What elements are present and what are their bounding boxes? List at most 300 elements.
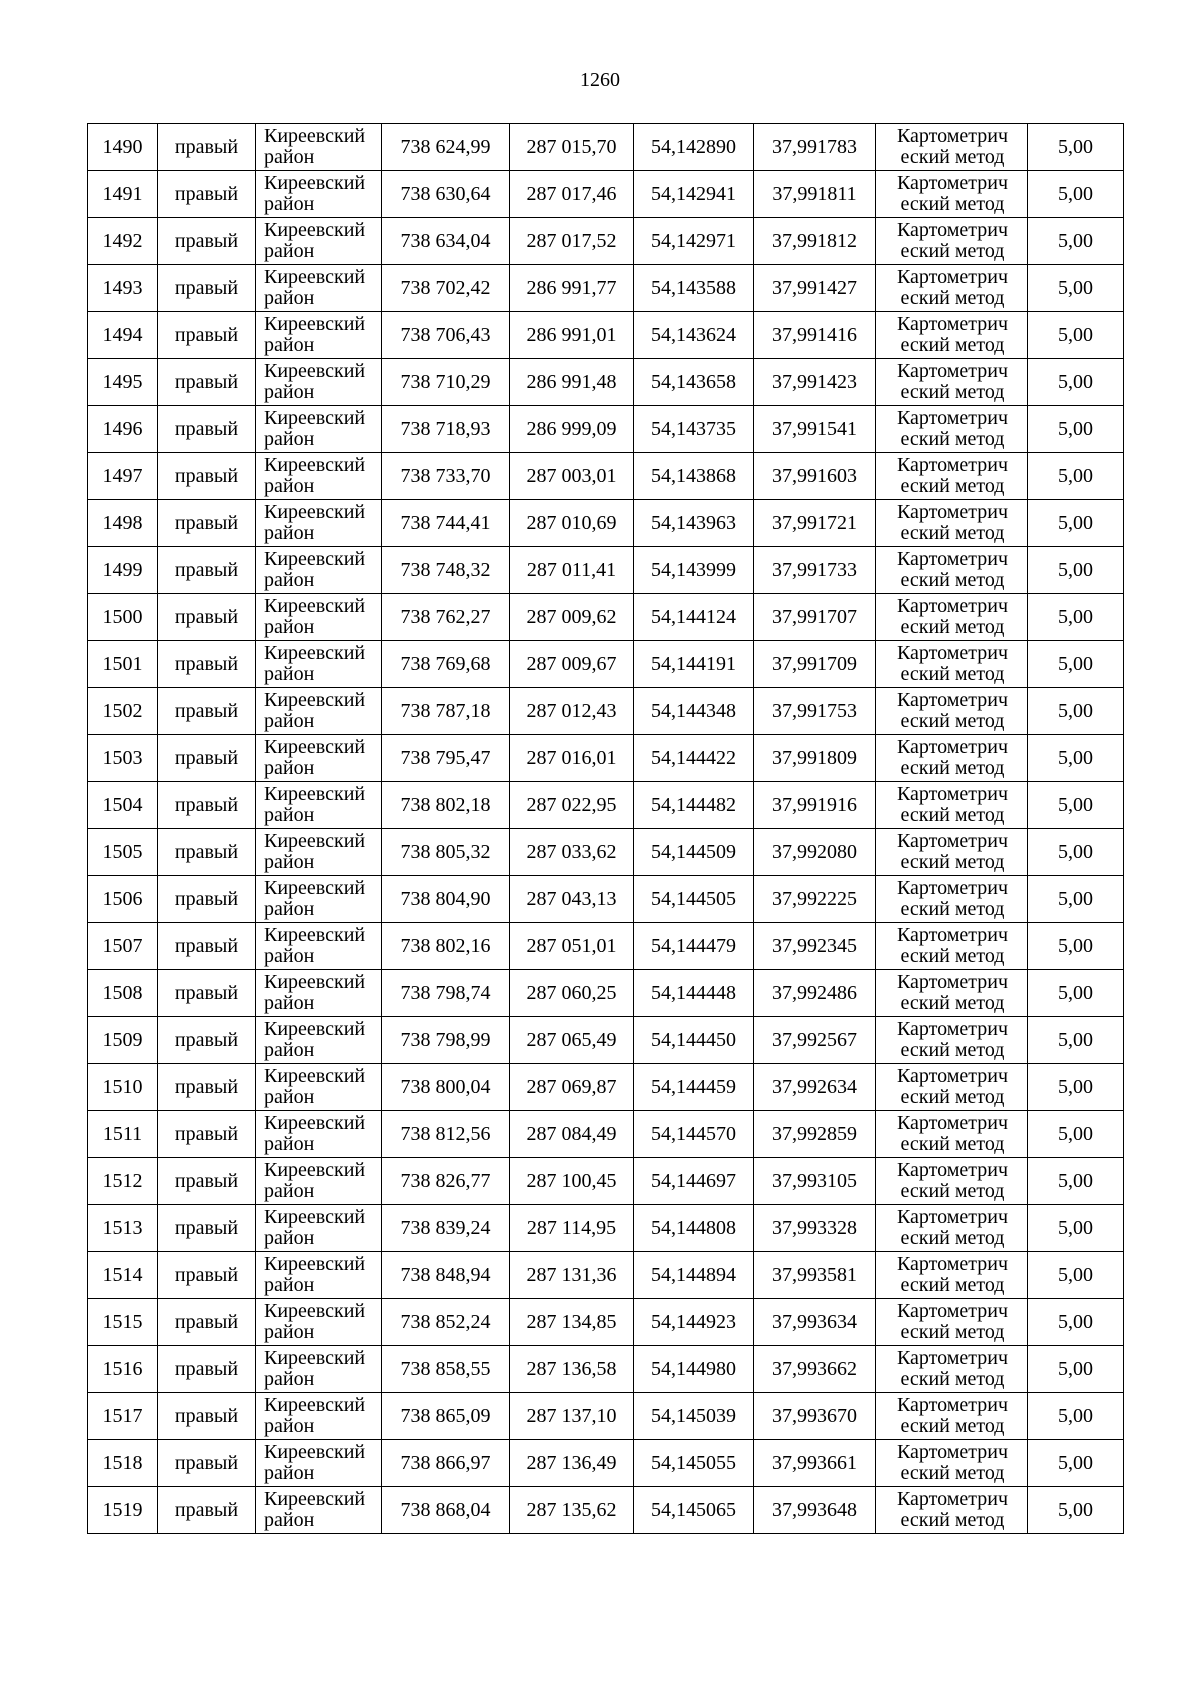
latitude-cell: 54,144570 xyxy=(634,1111,754,1158)
method-line-2: еский метод xyxy=(900,1274,1005,1296)
bank-side-cell: правый xyxy=(158,829,256,876)
y-coordinate-cell: 287 135,62 xyxy=(510,1487,634,1534)
district-line-1: Киреевский xyxy=(264,1347,366,1369)
accuracy-cell: 5,00 xyxy=(1028,829,1124,876)
y-coordinate-cell: 287 010,69 xyxy=(510,500,634,547)
district-line-1: Киреевский xyxy=(264,454,366,476)
district-cell xyxy=(256,594,382,641)
bank-side-cell: правый xyxy=(158,500,256,547)
latitude-cell: 54,145055 xyxy=(634,1440,754,1487)
longitude-cell: 37,991707 xyxy=(754,594,876,641)
district-cell xyxy=(256,359,382,406)
table-row xyxy=(88,500,1124,547)
page-number: 1260 xyxy=(580,69,620,91)
y-coordinate-cell: 286 991,77 xyxy=(510,265,634,312)
district-cell xyxy=(256,547,382,594)
y-coordinate-cell: 287 011,41 xyxy=(510,547,634,594)
x-coordinate-cell: 738 826,77 xyxy=(382,1158,510,1205)
accuracy-cell: 5,00 xyxy=(1028,500,1124,547)
district-line-2: район xyxy=(264,1321,315,1343)
y-coordinate-cell: 287 017,52 xyxy=(510,218,634,265)
longitude-cell: 37,991753 xyxy=(754,688,876,735)
x-coordinate-cell: 738 852,24 xyxy=(382,1299,510,1346)
accuracy-cell: 5,00 xyxy=(1028,453,1124,500)
y-coordinate-cell: 287 022,95 xyxy=(510,782,634,829)
latitude-cell: 54,144505 xyxy=(634,876,754,923)
longitude-cell: 37,992080 xyxy=(754,829,876,876)
longitude-cell: 37,993634 xyxy=(754,1299,876,1346)
bank-side-cell: правый xyxy=(158,970,256,1017)
method-line-1: Картометрич xyxy=(896,219,1009,241)
table-row xyxy=(88,1299,1124,1346)
method-cell xyxy=(876,1393,1028,1440)
latitude-cell: 54,142890 xyxy=(634,124,754,171)
district-line-1: Киреевский xyxy=(264,172,366,194)
district-cell xyxy=(256,970,382,1017)
method-cell xyxy=(876,970,1028,1017)
longitude-cell: 37,991423 xyxy=(754,359,876,406)
x-coordinate-cell: 738 804,90 xyxy=(382,876,510,923)
bank-side-cell: правый xyxy=(158,1158,256,1205)
x-coordinate-cell: 738 744,41 xyxy=(382,500,510,547)
latitude-cell: 54,144450 xyxy=(634,1017,754,1064)
latitude-cell: 54,145039 xyxy=(634,1393,754,1440)
longitude-cell: 37,993670 xyxy=(754,1393,876,1440)
x-coordinate-cell: 738 805,32 xyxy=(382,829,510,876)
accuracy-cell: 5,00 xyxy=(1028,923,1124,970)
y-coordinate-cell: 287 016,01 xyxy=(510,735,634,782)
latitude-cell: 54,144459 xyxy=(634,1064,754,1111)
table-row xyxy=(88,923,1124,970)
district-line-1: Киреевский xyxy=(264,313,366,335)
table-row xyxy=(88,265,1124,312)
accuracy-cell: 5,00 xyxy=(1028,218,1124,265)
table-row xyxy=(88,1064,1124,1111)
longitude-cell: 37,991416 xyxy=(754,312,876,359)
accuracy-cell: 5,00 xyxy=(1028,1252,1124,1299)
method-cell xyxy=(876,688,1028,735)
point-number-cell: 1504 xyxy=(88,782,158,829)
latitude-cell: 54,143999 xyxy=(634,547,754,594)
longitude-cell: 37,993105 xyxy=(754,1158,876,1205)
district-line-1: Киреевский xyxy=(264,783,366,805)
district-cell xyxy=(256,171,382,218)
point-number-cell: 1493 xyxy=(88,265,158,312)
district-line-1: Киреевский xyxy=(264,1488,366,1510)
method-line-1: Картометрич xyxy=(896,642,1009,664)
method-line-1: Картометрич xyxy=(896,1441,1009,1463)
x-coordinate-cell: 738 868,04 xyxy=(382,1487,510,1534)
district-line-1: Киреевский xyxy=(264,924,366,946)
method-line-2: еский метод xyxy=(900,569,1005,591)
district-cell xyxy=(256,265,382,312)
y-coordinate-cell: 287 100,45 xyxy=(510,1158,634,1205)
method-line-1: Картометрич xyxy=(896,407,1009,429)
bank-side-cell: правый xyxy=(158,1440,256,1487)
method-line-1: Картометрич xyxy=(896,877,1009,899)
district-line-2: район xyxy=(264,334,315,356)
district-cell xyxy=(256,1487,382,1534)
accuracy-cell: 5,00 xyxy=(1028,782,1124,829)
x-coordinate-cell: 738 798,99 xyxy=(382,1017,510,1064)
latitude-cell: 54,144509 xyxy=(634,829,754,876)
x-coordinate-cell: 738 858,55 xyxy=(382,1346,510,1393)
method-line-2: еский метод xyxy=(900,522,1005,544)
table-row xyxy=(88,218,1124,265)
table-row xyxy=(88,1017,1124,1064)
latitude-cell: 54,144808 xyxy=(634,1205,754,1252)
point-number-cell: 1498 xyxy=(88,500,158,547)
district-line-1: Киреевский xyxy=(264,407,366,429)
point-number-cell: 1517 xyxy=(88,1393,158,1440)
table-row xyxy=(88,735,1124,782)
method-line-2: еский метод xyxy=(900,287,1005,309)
point-number-cell: 1499 xyxy=(88,547,158,594)
district-cell xyxy=(256,1440,382,1487)
table-row xyxy=(88,876,1124,923)
method-line-2: еский метод xyxy=(900,1509,1005,1531)
method-cell xyxy=(876,1017,1028,1064)
district-cell xyxy=(256,735,382,782)
method-line-1: Картометрич xyxy=(896,1253,1009,1275)
point-number-cell: 1519 xyxy=(88,1487,158,1534)
method-line-1: Картометрич xyxy=(896,172,1009,194)
method-cell xyxy=(876,1487,1028,1534)
longitude-cell: 37,991427 xyxy=(754,265,876,312)
accuracy-cell: 5,00 xyxy=(1028,359,1124,406)
method-line-1: Картометрич xyxy=(896,313,1009,335)
district-line-2: район xyxy=(264,1368,315,1390)
latitude-cell: 54,145065 xyxy=(634,1487,754,1534)
y-coordinate-cell: 287 134,85 xyxy=(510,1299,634,1346)
method-line-1: Картометрич xyxy=(896,1112,1009,1134)
table-row xyxy=(88,453,1124,500)
x-coordinate-cell: 738 812,56 xyxy=(382,1111,510,1158)
latitude-cell: 54,144124 xyxy=(634,594,754,641)
accuracy-cell: 5,00 xyxy=(1028,312,1124,359)
longitude-cell: 37,992634 xyxy=(754,1064,876,1111)
point-number-cell: 1515 xyxy=(88,1299,158,1346)
district-cell xyxy=(256,124,382,171)
district-cell xyxy=(256,1299,382,1346)
accuracy-cell: 5,00 xyxy=(1028,1158,1124,1205)
method-line-1: Картометрич xyxy=(896,1065,1009,1087)
method-line-1: Картометрич xyxy=(896,454,1009,476)
bank-side-cell: правый xyxy=(158,641,256,688)
table-row xyxy=(88,1205,1124,1252)
district-cell xyxy=(256,1205,382,1252)
district-line-1: Киреевский xyxy=(264,1206,366,1228)
district-line-1: Киреевский xyxy=(264,1018,366,1040)
bank-side-cell: правый xyxy=(158,1252,256,1299)
point-number-cell: 1507 xyxy=(88,923,158,970)
method-cell xyxy=(876,359,1028,406)
method-line-1: Картометрич xyxy=(896,501,1009,523)
method-line-2: еский метод xyxy=(900,710,1005,732)
y-coordinate-cell: 287 114,95 xyxy=(510,1205,634,1252)
x-coordinate-cell: 738 710,29 xyxy=(382,359,510,406)
method-cell xyxy=(876,547,1028,594)
point-number-cell: 1492 xyxy=(88,218,158,265)
accuracy-cell: 5,00 xyxy=(1028,124,1124,171)
method-line-2: еский метод xyxy=(900,1321,1005,1343)
y-coordinate-cell: 287 136,49 xyxy=(510,1440,634,1487)
method-line-1: Картометрич xyxy=(896,971,1009,993)
district-line-1: Киреевский xyxy=(264,548,366,570)
method-line-2: еский метод xyxy=(900,1415,1005,1437)
longitude-cell: 37,992345 xyxy=(754,923,876,970)
bank-side-cell: правый xyxy=(158,876,256,923)
x-coordinate-cell: 738 634,04 xyxy=(382,218,510,265)
method-line-2: еский метод xyxy=(900,240,1005,262)
accuracy-cell: 5,00 xyxy=(1028,688,1124,735)
x-coordinate-cell: 738 762,27 xyxy=(382,594,510,641)
latitude-cell: 54,144191 xyxy=(634,641,754,688)
x-coordinate-cell: 738 800,04 xyxy=(382,1064,510,1111)
district-line-1: Киреевский xyxy=(264,736,366,758)
x-coordinate-cell: 738 733,70 xyxy=(382,453,510,500)
method-line-2: еский метод xyxy=(900,1180,1005,1202)
bank-side-cell: правый xyxy=(158,782,256,829)
district-cell xyxy=(256,829,382,876)
method-cell xyxy=(876,218,1028,265)
district-line-2: район xyxy=(264,804,315,826)
latitude-cell: 54,144422 xyxy=(634,735,754,782)
district-line-2: район xyxy=(264,1509,315,1531)
district-line-1: Киреевский xyxy=(264,1112,366,1134)
point-number-cell: 1494 xyxy=(88,312,158,359)
district-line-1: Киреевский xyxy=(264,830,366,852)
bank-side-cell: правый xyxy=(158,1346,256,1393)
longitude-cell: 37,992859 xyxy=(754,1111,876,1158)
point-number-cell: 1505 xyxy=(88,829,158,876)
y-coordinate-cell: 287 137,10 xyxy=(510,1393,634,1440)
bank-side-cell: правый xyxy=(158,1064,256,1111)
bank-side-cell: правый xyxy=(158,265,256,312)
table-row xyxy=(88,782,1124,829)
longitude-cell: 37,991721 xyxy=(754,500,876,547)
district-line-2: район xyxy=(264,851,315,873)
y-coordinate-cell: 287 012,43 xyxy=(510,688,634,735)
point-number-cell: 1501 xyxy=(88,641,158,688)
y-coordinate-cell: 287 069,87 xyxy=(510,1064,634,1111)
district-line-1: Киреевский xyxy=(264,360,366,382)
point-number-cell: 1513 xyxy=(88,1205,158,1252)
district-line-1: Киреевский xyxy=(264,1253,366,1275)
bank-side-cell: правый xyxy=(158,312,256,359)
y-coordinate-cell: 287 017,46 xyxy=(510,171,634,218)
method-cell xyxy=(876,312,1028,359)
method-line-1: Картометрич xyxy=(896,1300,1009,1322)
latitude-cell: 54,144348 xyxy=(634,688,754,735)
district-line-2: район xyxy=(264,757,315,779)
method-line-2: еский метод xyxy=(900,898,1005,920)
table-row xyxy=(88,547,1124,594)
latitude-cell: 54,143588 xyxy=(634,265,754,312)
district-line-1: Киреевский xyxy=(264,1441,366,1463)
bank-side-cell: правый xyxy=(158,735,256,782)
accuracy-cell: 5,00 xyxy=(1028,265,1124,312)
method-line-2: еский метод xyxy=(900,616,1005,638)
x-coordinate-cell: 738 630,64 xyxy=(382,171,510,218)
district-cell xyxy=(256,923,382,970)
latitude-cell: 54,144479 xyxy=(634,923,754,970)
method-line-1: Картометрич xyxy=(896,595,1009,617)
district-line-2: район xyxy=(264,663,315,685)
method-line-2: еский метод xyxy=(900,1133,1005,1155)
method-line-2: еский метод xyxy=(900,1462,1005,1484)
x-coordinate-cell: 738 798,74 xyxy=(382,970,510,1017)
table-row xyxy=(88,1111,1124,1158)
district-line-1: Киреевский xyxy=(264,1065,366,1087)
latitude-cell: 54,142971 xyxy=(634,218,754,265)
method-line-1: Картометрич xyxy=(896,1206,1009,1228)
district-line-2: район xyxy=(264,1039,315,1061)
longitude-cell: 37,993661 xyxy=(754,1440,876,1487)
table-row xyxy=(88,641,1124,688)
longitude-cell: 37,993328 xyxy=(754,1205,876,1252)
district-line-2: район xyxy=(264,616,315,638)
method-line-1: Картометрич xyxy=(896,736,1009,758)
district-cell xyxy=(256,1017,382,1064)
latitude-cell: 54,143624 xyxy=(634,312,754,359)
district-line-1: Киреевский xyxy=(264,689,366,711)
table-row xyxy=(88,1393,1124,1440)
x-coordinate-cell: 738 802,16 xyxy=(382,923,510,970)
longitude-cell: 37,993581 xyxy=(754,1252,876,1299)
latitude-cell: 54,143963 xyxy=(634,500,754,547)
district-cell xyxy=(256,453,382,500)
district-line-2: район xyxy=(264,569,315,591)
district-line-1: Киреевский xyxy=(264,971,366,993)
district-line-2: район xyxy=(264,381,315,403)
bank-side-cell: правый xyxy=(158,923,256,970)
point-number-cell: 1516 xyxy=(88,1346,158,1393)
bank-side-cell: правый xyxy=(158,171,256,218)
point-number-cell: 1506 xyxy=(88,876,158,923)
accuracy-cell: 5,00 xyxy=(1028,1111,1124,1158)
district-line-1: Киреевский xyxy=(264,642,366,664)
accuracy-cell: 5,00 xyxy=(1028,406,1124,453)
district-line-2: район xyxy=(264,1180,315,1202)
point-number-cell: 1491 xyxy=(88,171,158,218)
district-cell xyxy=(256,500,382,547)
point-number-cell: 1495 xyxy=(88,359,158,406)
accuracy-cell: 5,00 xyxy=(1028,1299,1124,1346)
accuracy-cell: 5,00 xyxy=(1028,1346,1124,1393)
x-coordinate-cell: 738 702,42 xyxy=(382,265,510,312)
bank-side-cell: правый xyxy=(158,359,256,406)
table-row xyxy=(88,970,1124,1017)
method-cell xyxy=(876,735,1028,782)
method-line-1: Картометрич xyxy=(896,1159,1009,1181)
table-row xyxy=(88,406,1124,453)
accuracy-cell: 5,00 xyxy=(1028,1017,1124,1064)
y-coordinate-cell: 287 043,13 xyxy=(510,876,634,923)
method-line-1: Картометрич xyxy=(896,783,1009,805)
longitude-cell: 37,991916 xyxy=(754,782,876,829)
method-cell xyxy=(876,641,1028,688)
district-line-1: Киреевский xyxy=(264,1159,366,1181)
bank-side-cell: правый xyxy=(158,218,256,265)
accuracy-cell: 5,00 xyxy=(1028,547,1124,594)
accuracy-cell: 5,00 xyxy=(1028,1440,1124,1487)
method-cell xyxy=(876,1299,1028,1346)
district-line-1: Киреевский xyxy=(264,125,366,147)
bank-side-cell: правый xyxy=(158,1299,256,1346)
method-cell xyxy=(876,1440,1028,1487)
accuracy-cell: 5,00 xyxy=(1028,1487,1124,1534)
table-row xyxy=(88,1158,1124,1205)
accuracy-cell: 5,00 xyxy=(1028,171,1124,218)
y-coordinate-cell: 287 033,62 xyxy=(510,829,634,876)
district-cell xyxy=(256,782,382,829)
method-line-2: еский метод xyxy=(900,663,1005,685)
x-coordinate-cell: 738 802,18 xyxy=(382,782,510,829)
district-line-2: район xyxy=(264,522,315,544)
district-cell xyxy=(256,218,382,265)
point-number-cell: 1508 xyxy=(88,970,158,1017)
method-cell xyxy=(876,1252,1028,1299)
longitude-cell: 37,991709 xyxy=(754,641,876,688)
table-row xyxy=(88,688,1124,735)
latitude-cell: 54,144448 xyxy=(634,970,754,1017)
district-line-1: Киреевский xyxy=(264,877,366,899)
district-line-2: район xyxy=(264,193,315,215)
longitude-cell: 37,992486 xyxy=(754,970,876,1017)
latitude-cell: 54,144894 xyxy=(634,1252,754,1299)
method-cell xyxy=(876,1205,1028,1252)
method-cell xyxy=(876,171,1028,218)
district-line-2: район xyxy=(264,287,315,309)
bank-side-cell: правый xyxy=(158,547,256,594)
district-cell xyxy=(256,641,382,688)
point-number-cell: 1514 xyxy=(88,1252,158,1299)
district-cell xyxy=(256,1064,382,1111)
method-line-2: еский метод xyxy=(900,334,1005,356)
district-cell xyxy=(256,876,382,923)
method-cell xyxy=(876,1111,1028,1158)
table-row xyxy=(88,124,1124,171)
method-cell xyxy=(876,782,1028,829)
longitude-cell: 37,991811 xyxy=(754,171,876,218)
method-cell xyxy=(876,923,1028,970)
longitude-cell: 37,992225 xyxy=(754,876,876,923)
method-line-2: еский метод xyxy=(900,193,1005,215)
district-line-2: район xyxy=(264,992,315,1014)
district-cell xyxy=(256,1346,382,1393)
point-number-cell: 1509 xyxy=(88,1017,158,1064)
y-coordinate-cell: 287 065,49 xyxy=(510,1017,634,1064)
method-line-2: еский метод xyxy=(900,381,1005,403)
bank-side-cell: правый xyxy=(158,124,256,171)
x-coordinate-cell: 738 624,99 xyxy=(382,124,510,171)
method-line-1: Картометрич xyxy=(896,924,1009,946)
method-line-2: еский метод xyxy=(900,1368,1005,1390)
accuracy-cell: 5,00 xyxy=(1028,1064,1124,1111)
method-line-1: Картометрич xyxy=(896,1018,1009,1040)
method-line-1: Картометрич xyxy=(896,1394,1009,1416)
method-line-1: Картометрич xyxy=(896,830,1009,852)
latitude-cell: 54,144697 xyxy=(634,1158,754,1205)
district-cell xyxy=(256,406,382,453)
method-line-1: Картометрич xyxy=(896,125,1009,147)
method-line-2: еский метод xyxy=(900,757,1005,779)
method-cell xyxy=(876,500,1028,547)
bank-side-cell: правый xyxy=(158,406,256,453)
district-cell xyxy=(256,1393,382,1440)
method-line-2: еский метод xyxy=(900,428,1005,450)
